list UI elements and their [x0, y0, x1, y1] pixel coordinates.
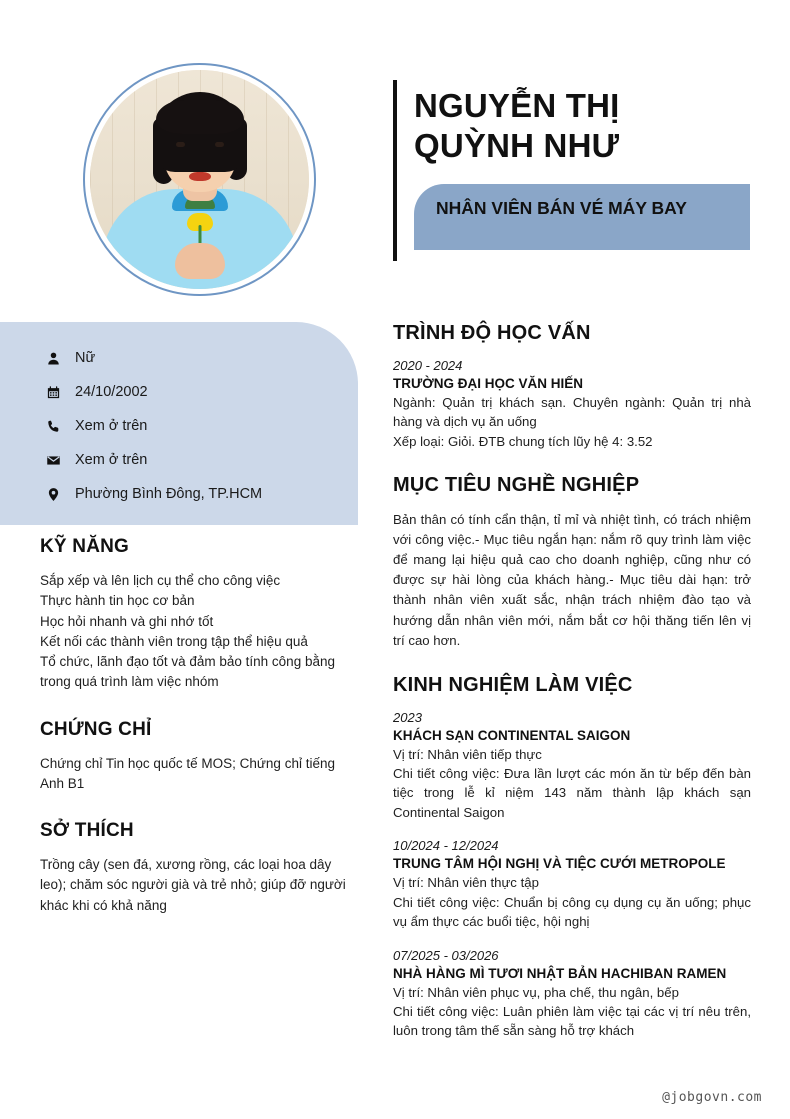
job-title-text: NHÂN VIÊN BÁN VÉ MÁY BAY — [436, 198, 687, 218]
section-heading-certificates: CHỨNG CHỈ — [40, 718, 152, 740]
experience-date: 07/2025 - 03/2026 — [393, 947, 499, 963]
experience-description: Chi tiết công việc: Luân phiên làm việc tại các vị trí nêu trên, luôn trong tâm thế sẵn sàng hỗ trợ khách — [393, 1003, 751, 1039]
job-title-banner — [414, 184, 750, 250]
person-icon — [45, 350, 62, 367]
contact-value: Nữ — [75, 350, 96, 366]
experience-entry — [393, 838, 751, 931]
experience-details — [393, 983, 751, 1041]
avatar-ring — [83, 63, 316, 296]
contact-item-birthdate — [45, 375, 345, 409]
section-heading-objective: MỤC TIÊU NGHỀ NGHIỆP — [393, 474, 640, 497]
education-entry — [393, 358, 751, 451]
contact-value: Xem ở trên — [75, 452, 148, 468]
section-heading-education: TRÌNH ĐỘ HỌC VẤN — [393, 322, 591, 344]
experience-details — [393, 873, 751, 931]
education-grade: Xếp loại: Giỏi. ĐTB chung tích lũy hệ 4: 3.52 — [393, 433, 653, 449]
experience-date: 2023 — [393, 709, 422, 725]
experience-position: Vị trí: Nhân viên thực tập — [393, 875, 539, 891]
calendar-icon — [45, 384, 62, 401]
experience-org: KHÁCH SẠN CONTINENTAL SAIGON — [393, 727, 631, 743]
right-column — [393, 322, 751, 1041]
section-heading-experience: KINH NGHIỆM LÀM VIỆC — [393, 673, 633, 696]
mail-icon — [45, 452, 62, 469]
contact-value: 24/10/2002 — [75, 384, 148, 400]
skill-item: Tổ chức, lãnh đạo tốt và đảm bảo tính công bằng trong quá trình làm việc nhóm — [40, 654, 335, 690]
section-heading-hobbies: SỞ THÍCH — [40, 820, 134, 841]
education-date: 2020 - 2024 — [393, 358, 463, 373]
location-icon — [45, 486, 62, 503]
experience-description: Chi tiết công việc: Đưa lần lượt các món ăn từ bếp đến bàn tiệc trong lễ kỉ niệm 143 năm thành lập khách sạn Continental Saigon — [393, 766, 751, 820]
skill-item: Sắp xếp và lên lịch cụ thể cho công việc — [40, 573, 281, 588]
watermark: @jobgovn.com — [662, 1090, 762, 1105]
skill-item: Học hỏi nhanh và ghi nhớ tốt — [40, 613, 214, 629]
skill-item: Thực hành tin học cơ bản — [40, 593, 195, 609]
left-column — [40, 536, 350, 916]
experience-entry — [393, 948, 751, 1041]
contact-item-phone — [45, 409, 345, 443]
experience-position: Vị trí: Nhân viên phục vụ, pha chế, thu ngân, bếp — [393, 984, 679, 1000]
education-school: TRƯỜNG ĐẠI HỌC VĂN HIẾN — [393, 376, 583, 391]
experience-date: 10/2024 - 12/2024 — [393, 838, 499, 854]
contact-item-email — [45, 443, 345, 477]
page-title — [414, 86, 774, 167]
contact-value: Xem ở trên — [75, 418, 148, 434]
objective-text: Bản thân có tính cẩn thận, tỉ mỉ và nhiệt tình, có trách nhiệm với công việc.- Mục tiêu ngắn hạn: nắm rõ quy trình làm việc để mang lại hiệu quả cao cho doanh nghiệp, cũng như có được sự hài lòng của khách hàng.- Mục tiêu dài hạn: trở thành nhân viên xuất sắc, nhận trách nhiệm đào tạo và hướng dẫn nhân viên mới, nắm bắt cơ hội thăng tiến lên vị trí cao hơn. — [393, 512, 751, 648]
experience-org: NHÀ HÀNG MÌ TƯƠI NHẬT BẢN HACHIBAN RAMEN — [393, 965, 727, 981]
experience-description: Chi tiết công việc: Chuẩn bị công cụ dụng cụ ăn uống; phục vụ ẩm thực các buổi tiệc, hội nghị — [393, 894, 751, 930]
education-major: Ngành: Quản trị khách sạn. Chuyên ngành: Quản trị nhà hàng và dịch vụ ăn uống — [393, 395, 751, 430]
experience-entry — [393, 710, 751, 823]
contact-value: Phường Bình Đông, TP.HCM — [75, 486, 263, 502]
section-heading-skills: KỸ NĂNG — [40, 536, 130, 557]
experience-details — [393, 745, 751, 823]
certificates-text: Chứng chỉ Tin học quốc tế MOS; Chứng chỉ tiếng Anh B1 — [40, 755, 335, 791]
contact-list — [45, 341, 345, 511]
phone-icon — [45, 418, 62, 435]
header-divider-rule — [393, 80, 397, 261]
name-line-1: NGUYỄN THỊ — [414, 87, 620, 124]
avatar — [83, 63, 316, 296]
experience-position: Vị trí: Nhân viên tiếp thực — [393, 746, 542, 762]
contact-item-gender — [45, 341, 345, 375]
education-details — [393, 393, 751, 451]
skill-item: Kết nối các thành viên trong tập thể hiệu quả — [40, 633, 308, 649]
name-line-2: QUỲNH NHƯ — [414, 127, 620, 165]
skills-list — [40, 571, 350, 693]
experience-org: TRUNG TÂM HỘI NGHỊ VÀ TIỆC CƯỚI METROPOLE — [393, 856, 726, 872]
contact-item-address — [45, 477, 345, 511]
hobbies-text: Trồng cây (sen đá, xương rồng, các loại hoa dây leo); chăm sóc người già và trẻ nhỏ; giúp đỡ người khác khi có khả năng — [40, 857, 346, 913]
